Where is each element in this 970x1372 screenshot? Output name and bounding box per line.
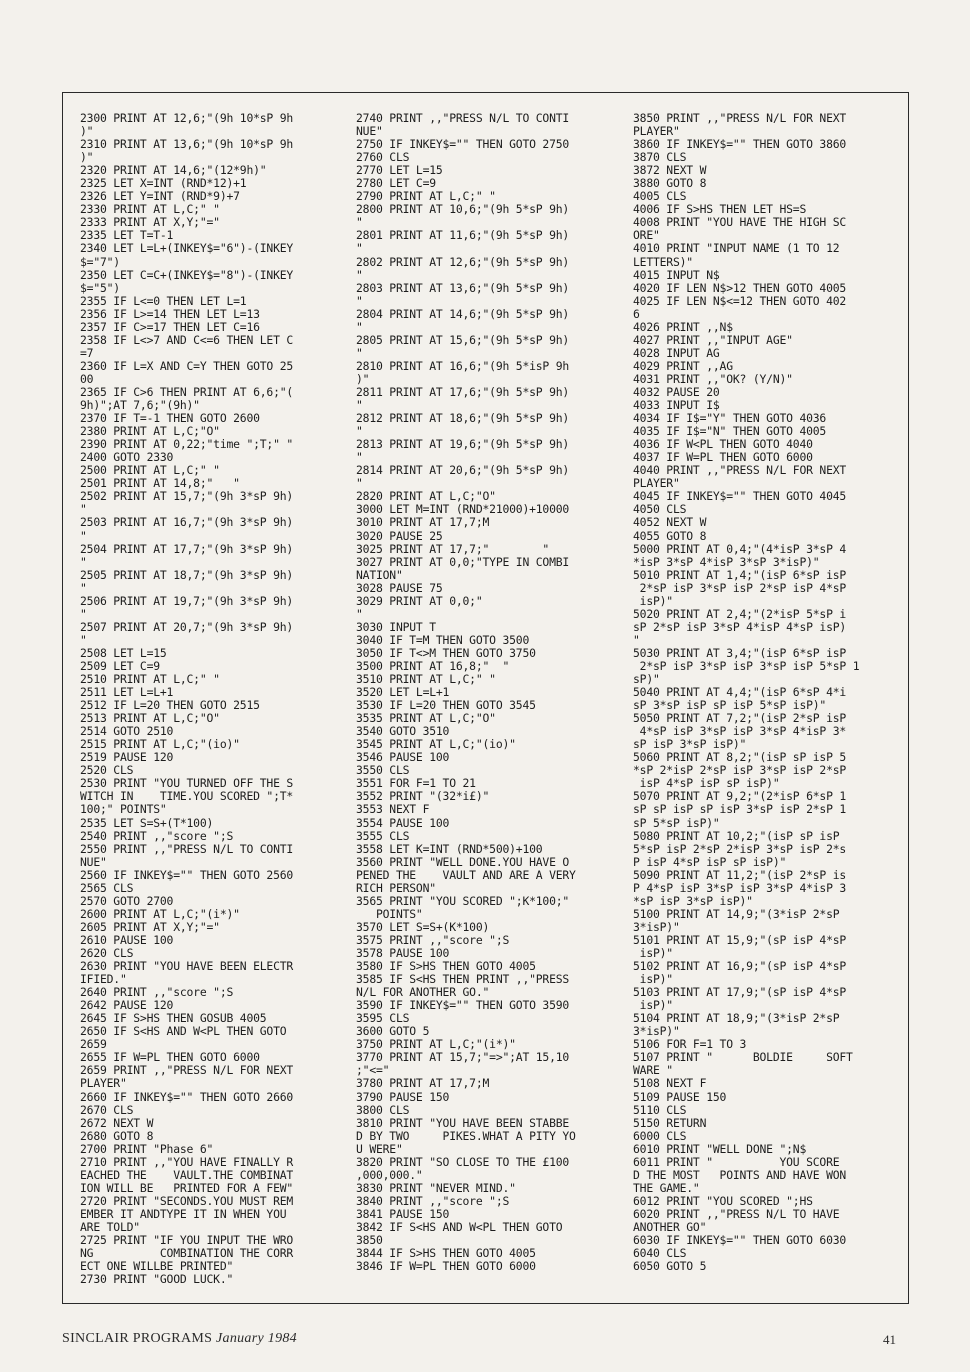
code-line: )" [80, 124, 94, 139]
code-line: 2370 IF T=-1 THEN GOTO 2600 [80, 411, 260, 426]
code-line: " [356, 450, 363, 465]
code-line: 3580 IF S>HS THEN GOTO 4005 [356, 959, 536, 974]
code-line: 3780 PRINT AT 17,7;M [356, 1076, 490, 1091]
code-line: 2780 LET C=9 [356, 176, 436, 191]
code-line: 4020 IF LEN N$>12 THEN GOTO 4005 [633, 280, 847, 295]
code-line: 2355 IF L<=0 THEN LET L=1 [80, 293, 247, 308]
code-line: PENED THE VAULT AND ARE A VERY [356, 867, 576, 882]
code-line: 4052 NEXT W [633, 515, 707, 530]
code-line: 2*sP isP 3*sP isP 3*sP isP 5*sP 1 [633, 658, 860, 673]
code-line: 6010 PRINT "WELL DONE ";N$ [633, 1141, 807, 1156]
code-line: 2400 GOTO 2330 [80, 450, 174, 465]
code-line: 2650 IF S<HS AND W<PL THEN GOTO [80, 1024, 287, 1039]
code-line: 3750 PRINT AT L,C;"(i*)" [356, 1037, 516, 1052]
code-line: isP)" [633, 998, 673, 1013]
code-line: " [80, 606, 87, 621]
code-line: RICH PERSON" [356, 880, 436, 895]
code-line: 3810 PRINT "YOU HAVE BEEN STABBE [356, 1115, 570, 1130]
code-line: 2506 PRINT AT 19,7;"(9h 3*sP 9h) [80, 593, 294, 608]
code-line: 3880 GOTO 8 [633, 176, 707, 191]
code-line: 2358 IF L<>7 AND C<=6 THEN LET C [80, 332, 294, 347]
code-line: 3040 IF T=M THEN GOTO 3500 [356, 632, 530, 647]
code-line: isP)" [633, 946, 673, 960]
code-line: 2620 CLS [80, 946, 134, 960]
code-line: 3029 PRINT AT 0,0;" [356, 593, 483, 608]
code-line: 2505 PRINT AT 18,7;"(9h 3*sP 9h) [80, 567, 294, 582]
code-line: 3850 [356, 1233, 383, 1248]
code-line: " [80, 632, 87, 647]
code-line: 3540 GOTO 3510 [356, 724, 450, 739]
code-line: " [80, 502, 87, 517]
code-line: 5040 PRINT AT 4,4;"(isP 6*sP 4*i [633, 685, 847, 700]
code-line: 3552 PRINT "(32*i£)" [356, 789, 490, 804]
code-line: 5110 CLS [633, 1102, 687, 1117]
code-line: 3000 LET M=INT (RND*21000)+10000 [356, 502, 570, 517]
code-line: )" [356, 371, 370, 386]
code-line: " [80, 580, 87, 595]
listing-column-1 [80, 112, 345, 1286]
listing-column-2 [356, 112, 621, 1273]
code-line: 5060 PRINT AT 8,2;"(isP sP isP 5 [633, 750, 847, 765]
code-line: 4040 PRINT ,,"PRESS N/L FOR NEXT [633, 463, 847, 478]
code-line: 3770 PRINT AT 15,7;"=>";AT 15,10 [356, 1050, 570, 1065]
code-line: " [356, 267, 363, 282]
code-line: ION WILL BE PRINTED FOR A FEW" [80, 1180, 294, 1195]
code-line: 5090 PRINT AT 11,2;"(isP 2*sP is [633, 867, 847, 882]
code-line: *sP isP 3*sP isP)" [633, 893, 753, 908]
code-line: 2357 IF C>=17 THEN LET C=16 [80, 319, 260, 334]
code-line: LETTERS)" [633, 254, 693, 269]
code-line: 2642 PAUSE 120 [80, 998, 174, 1013]
code-line: isP)" [633, 972, 673, 987]
code-line: 2340 LET L=L+(INKEY$="6")-(INKEY [80, 241, 294, 256]
code-line: 2530 PRINT "YOU TURNED OFF THE S [80, 776, 294, 791]
code-line: 00 [80, 371, 94, 386]
code-line: 2710 PRINT ,,"YOU HAVE FINALLY R [80, 1154, 294, 1169]
code-line: 3500 PRINT AT 16,8;" " [356, 658, 510, 673]
code-line: 2320 PRINT AT 14,6;"(12*9h)" [80, 163, 267, 178]
code-line: 2360 IF L=X AND C=Y THEN GOTO 25 [80, 358, 294, 373]
code-line: 6000 CLS [633, 1128, 687, 1143]
code-line: 5150 RETURN [633, 1115, 707, 1130]
code-line: 2507 PRINT AT 20,7;"(9h 3*sP 9h) [80, 619, 294, 634]
code-line: 2514 GOTO 2510 [80, 724, 174, 739]
code-line: 2820 PRINT AT L,C;"O" [356, 489, 496, 504]
code-line: 2540 PRINT ,,"score ";S [80, 828, 234, 843]
code-line: WITCH IN TIME.YOU SCORED ";T* [80, 789, 294, 804]
code-line: 3872 NEXT W [633, 163, 707, 178]
code-line: 3842 IF S<HS AND W<PL THEN GOTO [356, 1219, 563, 1234]
code-line: 2502 PRINT AT 15,7;"(9h 3*sP 9h) [80, 489, 294, 504]
code-line: 3585 IF S<HS THEN PRINT ,,"PRESS [356, 972, 570, 987]
code-line: 2659 [80, 1037, 107, 1052]
code-line: 5030 PRINT AT 3,4;"(isP 6*sP isP [633, 645, 847, 660]
code-line: 4027 PRINT ,,"INPUT AGE" [633, 332, 793, 347]
code-line: P 4*sP isP 3*sP isP 3*sP 4*isP 3 [633, 880, 847, 895]
code-line: 3546 PAUSE 100 [356, 750, 450, 765]
listing-column-3 [633, 112, 901, 1273]
code-line: 2610 PAUSE 100 [80, 932, 174, 947]
code-line: 6 [633, 306, 640, 321]
code-line: 2513 PRINT AT L,C;"O" [80, 711, 220, 726]
code-line: 3820 PRINT "SO CLOSE TO THE £100 [356, 1154, 570, 1169]
code-line: 3575 PRINT ,,"score ";S [356, 932, 510, 947]
code-line: 2730 PRINT "GOOD LUCK." [80, 1272, 234, 1287]
code-line: 2760 CLS [356, 150, 410, 165]
code-line: 3553 NEXT F [356, 802, 430, 817]
code-line: NUE" [80, 854, 107, 869]
code-line: 100;" POINTS" [80, 802, 167, 817]
code-line: NUE" [356, 124, 383, 139]
code-line: 2600 PRINT AT L,C;"(i*)" [80, 906, 240, 921]
code-line: 3028 PAUSE 75 [356, 580, 443, 595]
code-line: 4032 PAUSE 20 [633, 384, 720, 399]
code-line: 2605 PRINT AT X,Y;"=" [80, 919, 220, 934]
code-line: 2515 PRINT AT L,C;"(io)" [80, 737, 240, 752]
code-line: 2672 NEXT W [80, 1115, 154, 1130]
code-line: 3844 IF S>HS THEN GOTO 4005 [356, 1246, 536, 1261]
code-line: 4006 IF S>HS THEN LET HS=S [633, 202, 807, 217]
code-line: 2630 PRINT "YOU HAVE BEEN ELECTR [80, 959, 294, 974]
code-line: 3551 FOR F=1 TO 21 [356, 776, 476, 791]
code-line: 2565 CLS [80, 880, 134, 895]
code-line: 2805 PRINT AT 15,6;"(9h 5*sP 9h) [356, 332, 570, 347]
code-line: 5106 FOR F=1 TO 3 [633, 1037, 747, 1052]
code-line: 2519 PAUSE 120 [80, 750, 174, 765]
code-line: 4045 IF INKEY$="" THEN GOTO 4045 [633, 489, 847, 504]
code-line: P isP 4*sP isP sP isP)" [633, 854, 787, 869]
code-line: 2659 PRINT ,,"PRESS N/L FOR NEXT [80, 1063, 294, 1078]
code-line: 3030 INPUT T [356, 619, 436, 634]
code-line: ;"<=" [356, 1063, 390, 1078]
code-line: 2500 PRINT AT L,C;" " [80, 463, 220, 478]
code-line: 2801 PRINT AT 11,6;"(9h 5*sP 9h) [356, 228, 570, 243]
code-line: 3027 PRINT AT 0,0;"TYPE IN COMBI [356, 554, 570, 569]
code-line: 2570 GOTO 2700 [80, 893, 174, 908]
code-line: 4010 PRINT "INPUT NAME (1 TO 12 [633, 241, 840, 256]
code-line: 2670 CLS [80, 1102, 134, 1117]
code-line: EACHED THE VAULT.THE COMBINAT [80, 1167, 294, 1182]
code-line: 3840 PRINT ,,"score ";S [356, 1193, 510, 1208]
issue-date: January 1984 [216, 1331, 297, 1346]
code-line: 2520 CLS [80, 763, 134, 778]
code-line: " [356, 241, 363, 256]
code-line: 2804 PRINT AT 14,6;"(9h 5*sP 9h) [356, 306, 570, 321]
code-line: 5103 PRINT AT 17,9;"(sP isP 4*sP [633, 985, 847, 1000]
code-line: 4055 GOTO 8 [633, 528, 707, 543]
code-line: 3554 PAUSE 100 [356, 815, 450, 830]
code-line: 2511 LET L=L+1 [80, 685, 174, 700]
code-line: 3870 CLS [633, 150, 687, 165]
code-line: *isP 3*sP 4*isP 3*sP 3*isP)" [633, 554, 820, 569]
code-line: 6011 PRINT " YOU SCORE [633, 1154, 840, 1169]
code-line: sP 3*sP isP sP isP 5*sP isP)" [633, 698, 827, 713]
code-line: NG COMBINATION THE CORR [80, 1246, 294, 1261]
code-line: 5104 PRINT AT 18,9;"(3*isP 2*sP [633, 1011, 840, 1026]
code-line: 6040 CLS [633, 1246, 687, 1261]
code-line: 2812 PRINT AT 18,6;"(9h 5*sP 9h) [356, 411, 570, 426]
code-line: N/L FOR ANOTHER GO." [356, 985, 490, 1000]
code-line: U WERE" [356, 1141, 403, 1156]
code-line: 3560 PRINT "WELL DONE.YOU HAVE O [356, 854, 570, 869]
code-line: 3545 PRINT AT L,C;"(io)" [356, 737, 516, 752]
code-line: 5102 PRINT AT 16,9;"(sP isP 4*sP [633, 959, 847, 974]
code-line: 2811 PRINT AT 17,6;"(9h 5*sP 9h) [356, 384, 570, 399]
code-line: 2550 PRINT ,,"PRESS N/L TO CONTI [80, 841, 294, 856]
code-line: 4028 INPUT AG [633, 345, 720, 360]
code-line: *sP 2*isP 2*sP isP 3*sP isP 2*sP [633, 763, 847, 778]
code-line: ORE" [633, 228, 660, 243]
code-line: 2325 LET X=INT (RND*12)+1 [80, 176, 247, 191]
code-line: 3*isP)" [633, 1024, 680, 1039]
code-line: 5*sP isP 2*sP 2*isP 3*sP isP 2*s [633, 841, 847, 856]
code-line: POINTS" [356, 906, 423, 921]
code-line: 4037 IF W=PL THEN GOTO 6000 [633, 450, 813, 465]
code-line: 3595 CLS [356, 1011, 410, 1026]
code-line: 2660 IF INKEY$="" THEN GOTO 2660 [80, 1089, 294, 1104]
code-line: " [356, 215, 363, 230]
code-line: 2725 PRINT "IF YOU INPUT THE WRO [80, 1233, 294, 1248]
code-line: 2810 PRINT AT 16,6;"(9h 5*isP 9h [356, 358, 570, 373]
code-line: sP sP isP sP isP 3*sP isP 2*sP 1 [633, 802, 847, 817]
code-line: 9h)";AT 7,6;"(9h)" [80, 398, 200, 413]
code-line: )" [80, 150, 94, 165]
code-line: 6030 IF INKEY$="" THEN GOTO 6030 [633, 1233, 847, 1248]
code-line: $="5") [80, 280, 120, 295]
code-line: 4*sP isP 3*sP isP 3*sP 4*isP 3* [633, 724, 847, 739]
code-line: 2645 IF S>HS THEN GOSUB 4005 [80, 1011, 267, 1026]
code-line: 2803 PRINT AT 13,6;"(9h 5*sP 9h) [356, 280, 570, 295]
code-line: 3010 PRINT AT 17,7;M [356, 515, 490, 530]
code-line: 5100 PRINT AT 14,9;"(3*isP 2*sP [633, 906, 840, 921]
code-line: 3510 PRINT AT L,C;" " [356, 672, 496, 687]
code-line: 3535 PRINT AT L,C;"O" [356, 711, 496, 726]
code-line: 4050 CLS [633, 502, 687, 517]
code-line: 4029 PRINT ,,AG [633, 358, 733, 373]
code-line: 5109 PAUSE 150 [633, 1089, 727, 1104]
code-line: 3555 CLS [356, 828, 410, 843]
code-line: 5000 PRINT AT 0,4;"(4*isP 3*sP 4 [633, 541, 847, 556]
code-line: 3600 GOTO 5 [356, 1024, 430, 1039]
code-line: 3565 PRINT "YOU SCORED ";K*100;" [356, 893, 570, 908]
code-line: 2*sP isP 3*sP isP 2*sP isP 4*sP [633, 580, 847, 595]
code-line: " [356, 398, 363, 413]
code-line: 6050 GOTO 5 [633, 1259, 707, 1274]
code-line: 3578 PAUSE 100 [356, 946, 450, 960]
code-line: 2390 PRINT AT 0,22;"time ";T;" " [80, 437, 294, 452]
code-line: 3860 IF INKEY$="" THEN GOTO 3860 [633, 137, 847, 152]
code-line: 4031 PRINT ,,"OK? (Y/N)" [633, 371, 793, 386]
code-line: PLAYER" [80, 1076, 127, 1091]
code-line: 2720 PRINT "SECONDS.YOU MUST REM [80, 1193, 294, 1208]
code-line: 2356 IF L>=14 THEN LET L=13 [80, 306, 260, 321]
code-line: 3550 CLS [356, 763, 410, 778]
code-line: 2503 PRINT AT 16,7;"(9h 3*sP 9h) [80, 515, 294, 530]
code-line: 3520 LET L=L+1 [356, 685, 450, 700]
code-line: PLAYER" [633, 476, 680, 491]
code-line: 3558 LET K=INT (RND*500)+100 [356, 841, 543, 856]
code-line: sP 2*sP isP 3*sP 4*isP 4*sP isP) [633, 619, 847, 634]
code-line: " [356, 606, 363, 621]
code-line: ,000,000." [356, 1167, 423, 1182]
code-line: 2501 PRINT AT 14,8;" " [80, 476, 240, 491]
code-line: 4033 INPUT I$ [633, 398, 720, 413]
code-line: " [356, 424, 363, 439]
code-line: 3530 IF L=20 THEN GOTO 3545 [356, 698, 536, 713]
code-line: 2535 LET S=S+(T*100) [80, 815, 214, 830]
code-line: D THE MOST POINTS AND HAVE WON [633, 1167, 847, 1182]
code-line: 3590 IF INKEY$="" THEN GOTO 3590 [356, 998, 570, 1013]
code-line: 3846 IF W=PL THEN GOTO 6000 [356, 1259, 536, 1274]
code-line: WARE " [633, 1063, 673, 1078]
code-line: 3020 PAUSE 25 [356, 528, 443, 543]
code-line: " [80, 528, 87, 543]
code-line: 3790 PAUSE 150 [356, 1089, 450, 1104]
code-line: 5010 PRINT AT 1,4;"(isP 6*sP isP [633, 567, 847, 582]
code-line: 2700 PRINT "Phase 6" [80, 1141, 214, 1156]
code-line: 2640 PRINT ,,"score ";S [80, 985, 234, 1000]
code-line: 2333 PRINT AT X,Y;"=" [80, 215, 220, 230]
code-line: 3*isP)" [633, 919, 680, 934]
code-line: 2504 PRINT AT 17,7;"(9h 3*sP 9h) [80, 541, 294, 556]
code-line: ARE TOLD" [80, 1219, 140, 1234]
code-line: 2330 PRINT AT L,C;" " [80, 202, 220, 217]
code-line: " [80, 554, 87, 569]
code-line: 2814 PRINT AT 20,6;"(9h 5*sP 9h) [356, 463, 570, 478]
code-line: 4005 CLS [633, 189, 687, 204]
code-line: 2802 PRINT AT 12,6;"(9h 5*sP 9h) [356, 254, 570, 269]
code-line: THE GAME." [633, 1180, 700, 1195]
code-line: D BY TWO PIKES.WHAT A PITY YO [356, 1128, 576, 1143]
code-line: 5080 PRINT AT 10,2;"(isP sP isP [633, 828, 840, 843]
code-line: sP isP 3*sP isP)" [633, 737, 747, 752]
code-line: 2655 IF W=PL THEN GOTO 6000 [80, 1050, 260, 1065]
code-line: $="7") [80, 254, 120, 269]
code-line: 3800 CLS [356, 1102, 410, 1117]
code-line: " [356, 345, 363, 360]
code-line: 2790 PRINT AT L,C;" " [356, 189, 496, 204]
code-line: 5107 PRINT " BOLDIE SOFT [633, 1050, 853, 1065]
code-line: 2750 IF INKEY$="" THEN GOTO 2750 [356, 137, 570, 152]
code-line: 3570 LET S=S+(K*100) [356, 919, 490, 934]
code-line: 6012 PRINT "YOU SCORED ";HS [633, 1193, 813, 1208]
code-line: =7 [80, 345, 94, 360]
code-line: ECT ONE WILLBE PRINTED" [80, 1259, 234, 1274]
code-line: 2326 LET Y=INT (RND*9)+7 [80, 189, 240, 204]
code-line: 2510 PRINT AT L,C;" " [80, 672, 220, 687]
code-line: PLAYER" [633, 124, 680, 139]
code-line: 4036 IF W<PL THEN GOTO 4040 [633, 437, 813, 452]
code-line: 2335 LET T=T-1 [80, 228, 174, 243]
code-line: 5070 PRINT AT 9,2;"(2*isP 6*sP 1 [633, 789, 847, 804]
code-line: " [633, 632, 640, 647]
code-line: " [356, 293, 363, 308]
code-line: 2770 LET L=15 [356, 163, 443, 178]
code-line: 5020 PRINT AT 2,4;"(2*isP 5*sP i [633, 606, 847, 621]
code-line: 2350 LET C=C+(INKEY$="8")-(INKEY [80, 267, 294, 282]
code-line: " [356, 319, 363, 334]
code-line: IFIED." [80, 972, 127, 987]
code-line: 5050 PRINT AT 7,2;"(isP 2*sP isP [633, 711, 847, 726]
page-number: 41 [883, 1332, 896, 1347]
code-line: 3841 PAUSE 150 [356, 1206, 450, 1221]
code-line: 2800 PRINT AT 10,6;"(9h 5*sP 9h) [356, 202, 570, 217]
code-line: isP)" [633, 593, 673, 608]
code-line: 3850 PRINT ,,"PRESS N/L FOR NEXT [633, 111, 847, 125]
code-line: 3830 PRINT "NEVER MIND." [356, 1180, 516, 1195]
code-line: isP 4*sP isP sP isP)" [633, 776, 780, 791]
code-line: 2509 LET C=9 [80, 658, 160, 673]
code-line: sP)" [633, 672, 660, 687]
code-line: 2560 IF INKEY$="" THEN GOTO 2560 [80, 867, 294, 882]
code-line: 2740 PRINT ,,"PRESS N/L TO CONTI [356, 111, 570, 125]
magazine-name: SINCLAIR PROGRAMS [62, 1331, 213, 1346]
code-line: 2813 PRINT AT 19,6;"(9h 5*sP 9h) [356, 437, 570, 452]
code-line: 4026 PRINT ,,N$ [633, 319, 733, 334]
code-line: 2512 IF L=20 THEN GOTO 2515 [80, 698, 260, 713]
code-line: 2680 GOTO 8 [80, 1128, 154, 1143]
code-line: 5101 PRINT AT 15,9;"(sP isP 4*sP [633, 932, 847, 947]
code-line: 4034 IF I$="Y" THEN GOTO 4036 [633, 411, 827, 426]
code-line: NATION" [356, 567, 403, 582]
code-line: 4008 PRINT "YOU HAVE THE HIGH SC [633, 215, 847, 230]
code-line: 4015 INPUT N$ [633, 267, 720, 282]
code-line: 4025 IF LEN N$<=12 THEN GOTO 402 [633, 293, 847, 308]
code-line: 2380 PRINT AT L,C;"O" [80, 424, 220, 439]
code-line: ANOTHER GO" [633, 1219, 707, 1234]
code-line: sP 5*sP isP)" [633, 815, 720, 830]
magazine-footer [62, 1331, 297, 1347]
code-line: " [356, 476, 363, 491]
code-line: 5108 NEXT F [633, 1076, 707, 1091]
code-line: 6020 PRINT ,,"PRESS N/L TO HAVE [633, 1206, 840, 1221]
code-line: 2508 LET L=15 [80, 645, 167, 660]
code-line: 2365 IF C>6 THEN PRINT AT 6,6;"( [80, 384, 294, 399]
code-line: 3025 PRINT AT 17,7;" " [356, 541, 550, 556]
code-line: 2310 PRINT AT 13,6;"(9h 10*sP 9h [80, 137, 294, 152]
code-line: 2300 PRINT AT 12,6;"(9h 10*sP 9h [80, 111, 294, 125]
code-line: 4035 IF I$="N" THEN GOTO 4005 [633, 424, 827, 439]
code-line: EMBER IT ANDTYPE IT IN WHEN YOU [80, 1206, 287, 1221]
code-line: 3050 IF T<>M THEN GOTO 3750 [356, 645, 536, 660]
